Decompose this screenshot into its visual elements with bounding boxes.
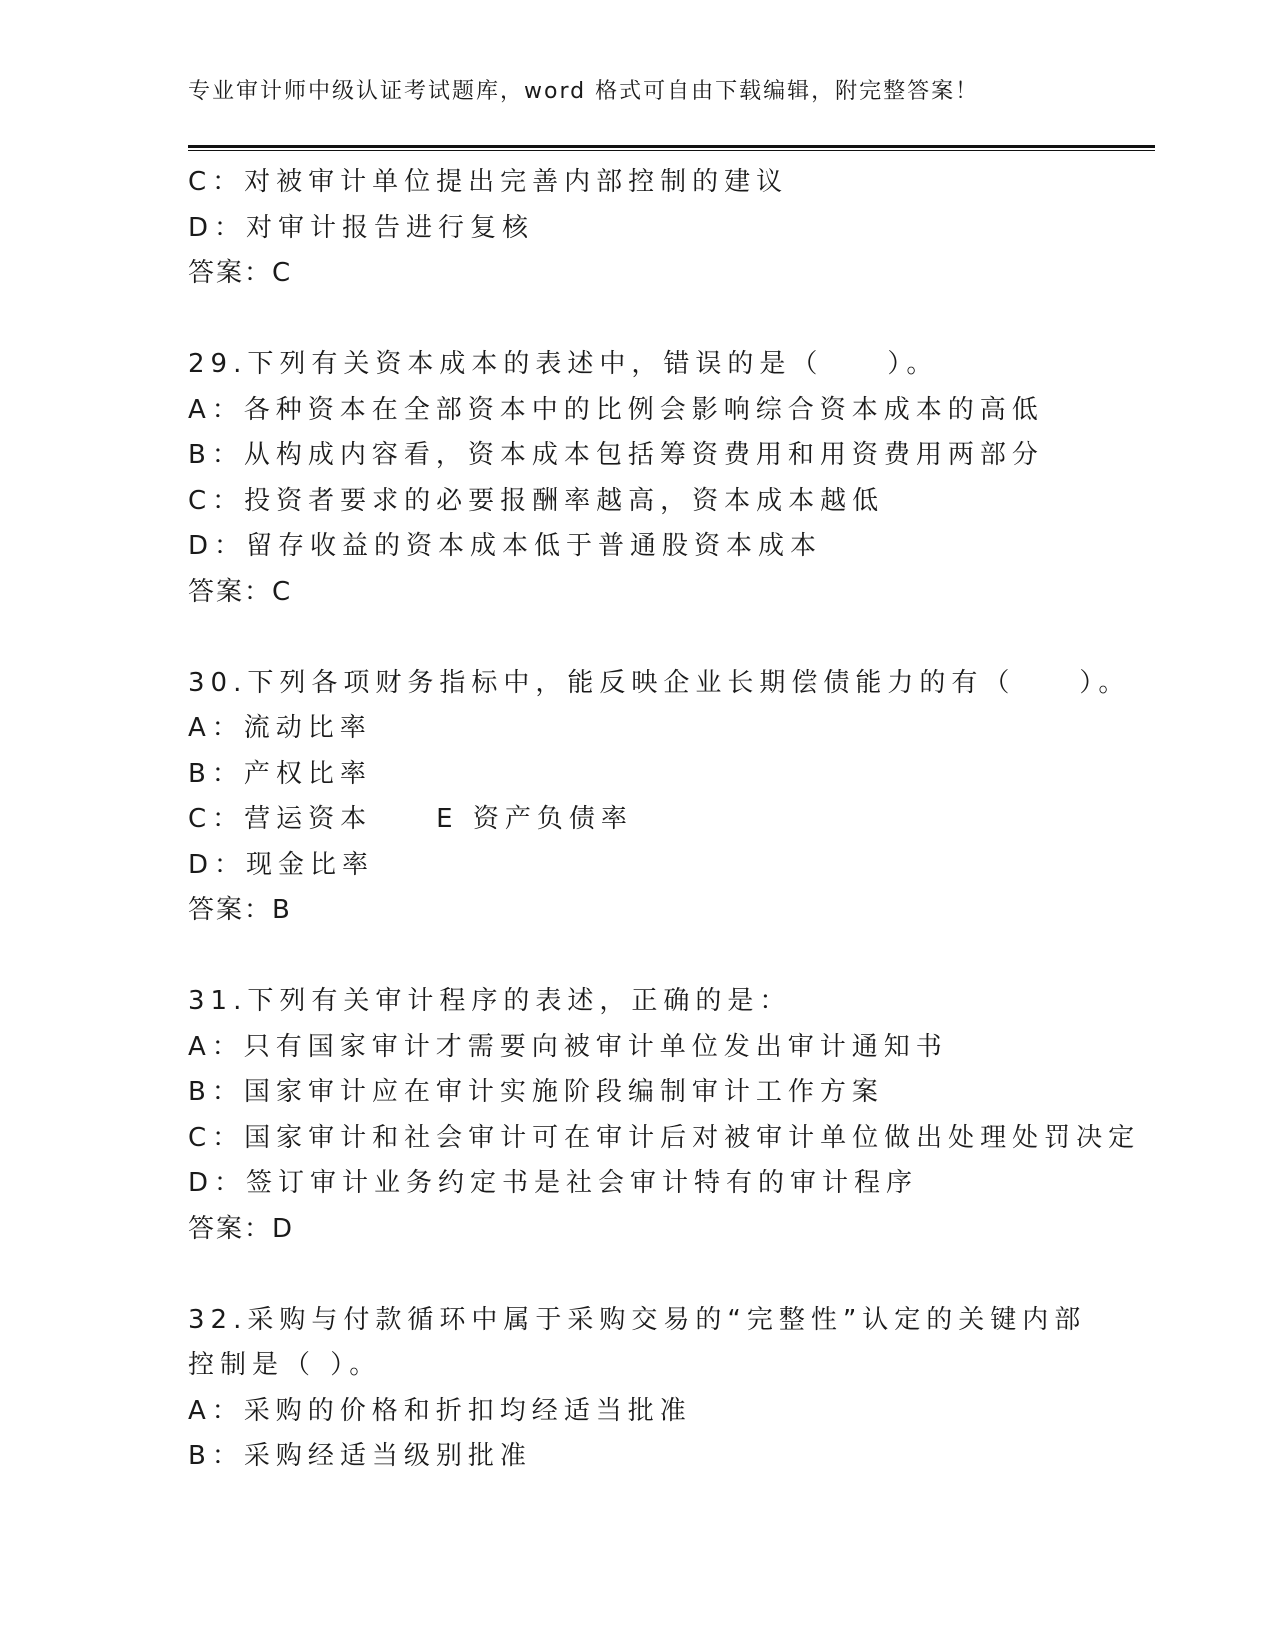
page-header: 专业审计师中级认证考试题库，word 格式可自由下载编辑，附完整答案！: [188, 79, 980, 104]
answer: 答案：D: [188, 1213, 295, 1244]
answer: 答案：C: [188, 258, 293, 288]
answer: 答案：C: [188, 576, 293, 607]
question-title: 31.下列有关审计程序的表述，正确的是：: [188, 986, 792, 1016]
question-31: [188, 979, 1141, 1252]
header-rule-thin: [188, 150, 1155, 151]
question-list: [188, 160, 1141, 1480]
question-title: 32.采购与付款循环中属于采购交易的“完整性”认定的关键内部控制是（ ）。: [188, 1304, 1087, 1380]
question-title: 29.下列有关资本成本的表述中，错误的是（ ）。: [188, 349, 939, 379]
question-32: [188, 1298, 1108, 1480]
previous-question-tail: [188, 160, 1108, 297]
option: B：国家审计应在审计实施阶段编制审计工作方案: [188, 1077, 884, 1107]
question-title: 30.下列各项财务指标中，能反映企业长期偿债能力的有（ ）。: [188, 667, 1131, 698]
option: A：各种资本在全部资本中的比例会影响综合资本成本的高低: [188, 394, 1044, 425]
option: C：国家审计和社会审计可在审计后对被审计单位做出处理处罚决定: [188, 1122, 1141, 1153]
answer: 答案：B: [188, 895, 292, 925]
option: B：产权比率: [188, 758, 372, 789]
option: D：留存收益的资本成本低于普通股资本成本: [188, 531, 823, 561]
option: C：对被审计单位提出完善内部控制的建议: [188, 167, 789, 197]
option: B：从构成内容看，资本成本包括筹资费用和用资费用两部分: [188, 440, 1044, 470]
option: B：采购经适当级别批准: [188, 1441, 532, 1471]
option: A：采购的价格和折扣均经适当批准: [188, 1395, 692, 1426]
option: C：营运资本 E 资产负债率: [188, 804, 633, 834]
option: A：只有国家审计才需要向被审计单位发出审计通知书: [188, 1031, 948, 1062]
question-30: [188, 661, 1131, 934]
option: A：流动比率: [188, 713, 372, 743]
option: C：投资者要求的必要报酬率越高，资本成本越低: [188, 485, 885, 516]
option: D：现金比率: [188, 849, 375, 880]
header-rule-thick: [188, 145, 1155, 148]
question-29: [188, 342, 1108, 615]
option: D：对审计报告进行复核: [188, 212, 535, 243]
option: D：签订审计业务约定书是社会审计特有的审计程序: [188, 1168, 919, 1198]
